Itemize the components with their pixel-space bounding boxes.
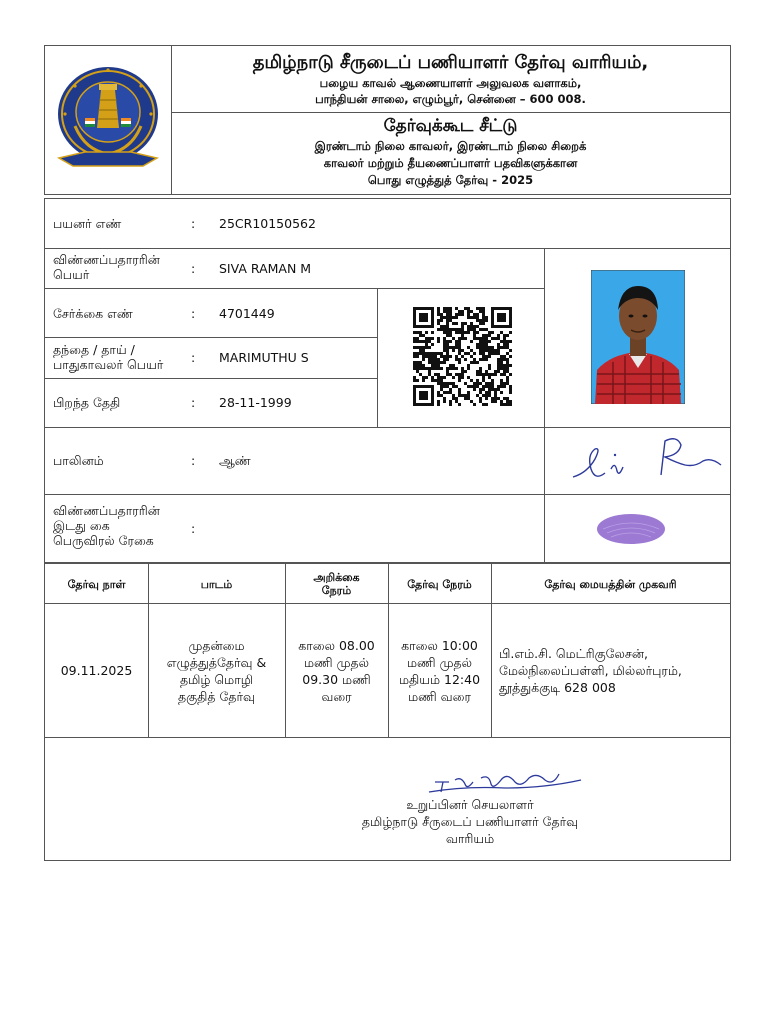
reporting-time-line-4: வரை	[321, 688, 352, 704]
date-of-birth-value: 28-11-1999	[219, 395, 292, 410]
center-address-line-3: தூத்துக்குடி 628 008	[499, 680, 616, 695]
candidate-name-value: SIVA RAMAN M	[219, 261, 312, 276]
logo-cell	[45, 46, 172, 194]
exam-time-line-1: காலை 10:00	[401, 637, 478, 653]
signatory-designation: உறுப்பினர் செயலாளர்	[406, 797, 534, 812]
registration-number-label: சேர்க்கை எண்	[53, 306, 133, 321]
left-thumb-impression-label	[53, 503, 160, 548]
address-line-1: பழைய காவல் ஆணையாளர் அலுவலக வளாகம்,	[319, 76, 582, 90]
colon: :	[191, 395, 196, 410]
left-thumb-impression	[595, 511, 667, 547]
gender-label: பாலினம்	[53, 453, 104, 468]
candidate-photo	[591, 270, 685, 404]
header-reporting-time	[285, 564, 388, 604]
colon: :	[191, 453, 196, 468]
colon: :	[191, 306, 196, 321]
header	[44, 45, 731, 195]
exam-time-line-3: மதியம் 12:40	[398, 671, 481, 687]
cell-exam-time	[388, 604, 491, 737]
colon: :	[191, 216, 196, 231]
parent-name-value: MARIMUTHU S	[219, 350, 309, 365]
signatory-organisation: தமிழ்நாடு சீருடைப் பணியாளர் தேர்வு வாரியம்	[361, 814, 579, 846]
colon: :	[191, 261, 196, 276]
parent-name-label-line-2: பாதுகாவலர் பெயர்	[53, 357, 164, 372]
thumb-label-line-1: விண்ணப்பதாரரின்	[53, 503, 160, 518]
header-exam-center-address: தேர்வு மையத்தின் முகவரி	[544, 577, 677, 591]
signatory-block	[350, 796, 590, 847]
header-exam-date: தேர்வு நாள்	[67, 577, 126, 591]
date-of-birth-label: பிறந்த தேதி	[53, 395, 121, 410]
thumb-label-line-2: இடது கை	[53, 518, 110, 533]
title-block	[171, 112, 730, 194]
header-exam-time: தேர்வு நேரம்	[407, 577, 472, 591]
candidate-name-label	[53, 252, 160, 282]
reporting-time-line-3: 09.30 மணி	[302, 671, 371, 687]
candidate-details	[44, 198, 731, 563]
header-subject: பாடம்	[200, 577, 233, 591]
reporting-time-line-1: காலை 08.00	[298, 637, 375, 653]
roll-number-label: பயனர் எண்	[53, 216, 122, 231]
center-address-line-1: பி.எம்.சி. மெட்ரிகுலேசன்,	[499, 646, 648, 661]
address-line-2: பாந்தியன் சாலை, எழும்பூர், சென்னை – 600 008.	[315, 92, 586, 106]
exam-time-line-4: மணி வரை	[408, 688, 471, 704]
subject-line-2: எழுத்துத்தேர்வு &	[166, 654, 267, 670]
exam-description-line-1: இரண்டாம் நிலை காவலர், இரண்டாம் நிலை சிறைக்	[314, 139, 587, 153]
reporting-time-line-2: மணி முதல்	[303, 654, 370, 670]
candidate-name-label-line-2: பெயர்	[53, 267, 90, 282]
exam-time-line-2: மணி முதல்	[406, 654, 473, 670]
candidate-name-label-line-1: விண்ணப்பதாரரின்	[53, 252, 160, 267]
subject-line-1: முதன்மை	[188, 637, 245, 653]
colon: :	[191, 350, 196, 365]
cell-subject	[148, 604, 285, 737]
tnusrb-emblem-logo	[45, 46, 171, 194]
colon: :	[191, 521, 196, 536]
board-address-block	[171, 46, 730, 113]
subject-line-4: தகுதித் தேர்வு	[177, 688, 256, 704]
thumb-label-line-3: பெருவிரல் ரேகை	[53, 533, 154, 548]
cell-exam-date: 09.11.2025	[60, 663, 133, 678]
header-reporting-time-line-2: நேரம்	[321, 584, 352, 597]
center-address-line-2: மேல்நிலைப்பள்ளி, மில்லர்புரம்,	[499, 663, 682, 678]
exam-description-line-2: காவலர் மற்றும் தீயணைப்பாளர் பதவிகளுக்கான	[323, 156, 578, 170]
member-secretary-signature	[425, 764, 585, 800]
cell-reporting-time	[285, 604, 388, 737]
registration-number-value: 4701449	[219, 306, 275, 321]
qr-code	[411, 305, 513, 409]
candidate-signature	[565, 429, 731, 489]
gender-value: ஆண்	[219, 453, 251, 468]
header-reporting-time-line-1: அறிக்கை	[313, 571, 360, 584]
parent-name-label-line-1: தந்தை / தாய் /	[53, 342, 135, 357]
cell-exam-center-address	[491, 604, 730, 737]
board-name: தமிழ்நாடு சீருடைப் பணியாளர் தேர்வு வாரியம்,	[252, 52, 649, 73]
exam-schedule-table	[44, 563, 731, 861]
exam-description-line-3: பொது எழுத்துத் தேர்வு - 2025	[367, 173, 534, 187]
document-title: தேர்வுக்கூட சீட்டு	[383, 116, 518, 136]
parent-name-label	[53, 342, 163, 372]
subject-line-3: தமிழ் மொழி	[179, 671, 254, 687]
roll-number-value: 25CR10150562	[219, 216, 316, 231]
